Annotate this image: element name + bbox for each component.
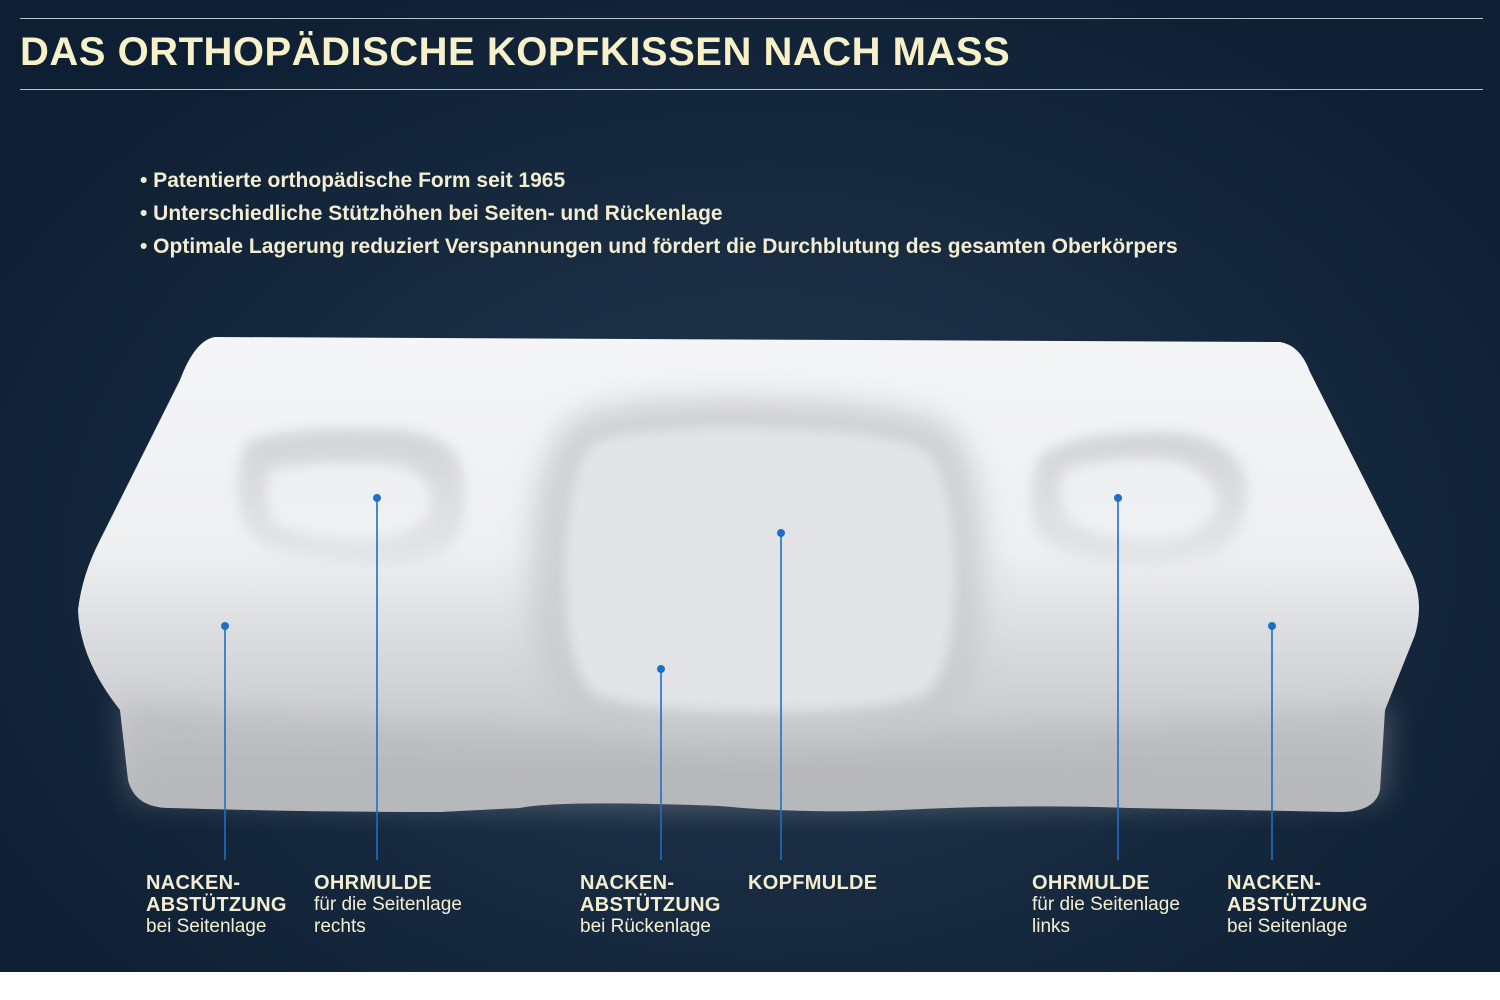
label-ohrmulde-links [1032, 872, 1180, 938]
label-heading: KOPFMULDE [748, 872, 878, 894]
label-heading: NACKEN- [1227, 872, 1322, 894]
label-description: bei Rückenlage [580, 916, 711, 937]
label-kopfmulde [748, 872, 877, 894]
label-nacken-rueckenlage [580, 872, 721, 938]
label-nacken-seitenlage-links [1227, 872, 1368, 938]
label-heading: OHRMULDE [314, 872, 432, 894]
callout-dot-kopfmulde [777, 529, 785, 537]
callout-dot-ohrmulde-rechts [373, 494, 381, 502]
callout-dot-nacken-seitenlage-rechts [221, 622, 229, 630]
label-heading: OHRMULDE [1032, 872, 1150, 894]
label-description: links [1032, 916, 1071, 937]
label-description: bei Seitenlage [146, 916, 267, 937]
label-heading: ABSTÜTZUNG [580, 894, 721, 916]
label-ohrmulde-rechts [314, 872, 462, 938]
label-nacken-seitenlage-rechts [146, 872, 287, 938]
label-description: für die Seitenlage [1032, 894, 1180, 915]
callout-dot-ohrmulde-links [1114, 494, 1122, 502]
feature-item-form: • Patentierte orthopädische Form seit 1965 [140, 169, 566, 192]
label-description: für die Seitenlage [314, 894, 462, 915]
label-description: bei Seitenlage [1227, 916, 1348, 937]
label-heading: NACKEN- [580, 872, 675, 894]
callout-dot-nacken-rueckenlage [657, 665, 665, 673]
label-description: rechts [314, 916, 366, 937]
page-title: DAS ORTHOPÄDISCHE KOPFKISSEN NACH MASS [20, 30, 1011, 74]
label-heading: ABSTÜTZUNG [1227, 894, 1368, 916]
label-heading: ABSTÜTZUNG [146, 894, 287, 916]
feature-item-circulation: • Optimale Lagerung reduziert Verspannungen und fördert die Durchblutung des gesamten Oberkörpers [140, 235, 1178, 258]
feature-item-support-heights: • Unterschiedliche Stützhöhen bei Seiten- und Rückenlage [140, 202, 723, 225]
callout-dot-nacken-seitenlage-links [1268, 622, 1276, 630]
label-heading: NACKEN- [146, 872, 241, 894]
